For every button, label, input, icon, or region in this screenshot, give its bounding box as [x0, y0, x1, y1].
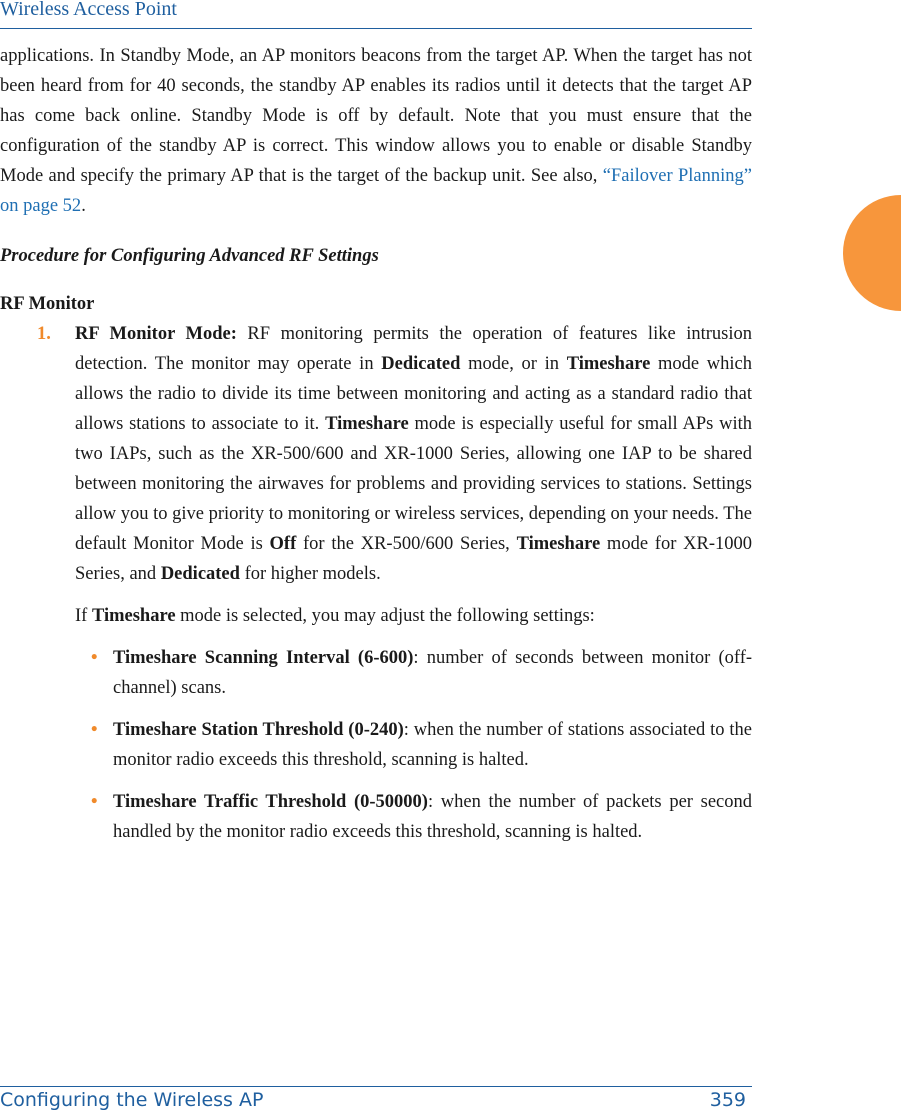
step-term: Timeshare — [566, 354, 651, 374]
footer-rule — [0, 1086, 752, 1087]
header-rule — [0, 28, 752, 29]
footer-section: Configuring the Wireless AP — [0, 1089, 264, 1111]
bullet-label: Timeshare Scanning Interval (6-600) — [113, 648, 414, 668]
failover-planning-link[interactable]: “Failover Planning” on page 52 — [0, 166, 752, 216]
step-term: Timeshare — [325, 414, 409, 434]
intro-text: applications. In Standby Mode, an AP monitors beacons from the target AP. When the target has not been heard from for 40 seconds, the standby AP enables its radios until it detects that the target AP has come back online. Standby Mode is off by default. Note that you must ensure that the configuration of the standby AP is correct. This window allows you to enable or disable Standby Mode and specify the primary AP that is the target of the backup unit. See also, — [0, 46, 752, 186]
step-term: Dedicated — [160, 564, 240, 584]
bullet-text: : when the number of stations associated to the monitor radio exceeds this threshold, scanning is halted. — [113, 720, 753, 770]
bullet-icon: • — [91, 648, 98, 668]
para-term: Timeshare — [91, 606, 176, 626]
para-text: If — [75, 606, 92, 626]
para-text: mode is selected, you may adjust the following settings: — [175, 606, 595, 626]
procedure-title: Procedure for Configuring Advanced RF Settings — [0, 246, 379, 266]
bullet-label: Timeshare Traffic Threshold (0-50000) — [113, 792, 428, 812]
step-text: RF monitoring permits the operation of features like intrusion detection. The monitor may operate in — [75, 324, 752, 374]
intro-end: . — [81, 196, 86, 216]
bullet-icon: • — [91, 720, 98, 740]
header-title: Wireless Access Point — [0, 0, 177, 20]
step-text: mode which allows the radio to divide its time between monitoring and acting as a standard radio that allows stations to associate to it. — [75, 354, 753, 434]
bullet-item — [91, 787, 753, 847]
bullet-text: : number of seconds between monitor (off-channel) scans. — [113, 648, 753, 698]
page-content — [0, 41, 752, 847]
bullet-label: Timeshare Station Threshold (0-240) — [113, 720, 404, 740]
step-text: for the XR-500/600 Series, — [296, 534, 517, 554]
step-text: mode for XR-1000 Series, and — [75, 534, 752, 584]
bullet-item — [91, 643, 753, 703]
footer — [0, 1089, 752, 1111]
step-number: 1. — [37, 324, 51, 344]
intro-paragraph — [0, 41, 752, 221]
bullet-icon: • — [91, 792, 98, 812]
chapter-tab-marker — [843, 195, 901, 311]
step-text: for higher models. — [239, 564, 381, 584]
step-text: mode is especially useful for small APs with two IAPs, such as the XR-500/600 and XR-1000 Series, allowing one IAP to be shared between monitoring the airwaves for problems and providing services to stations. Settings allow you to give priority to monitoring or wireless services, depending on your needs. The default Monitor Mode is — [75, 414, 752, 554]
step-rf-monitor-mode — [37, 319, 753, 589]
step-term: Off — [269, 534, 297, 554]
section-heading: RF Monitor — [0, 294, 95, 314]
step-term: Timeshare — [516, 534, 601, 554]
step-term: Dedicated — [381, 354, 461, 374]
bullet-text: : when the number of packets per second handled by the monitor radio exceeds this threshold, scanning is halted. — [113, 792, 753, 842]
timeshare-paragraph — [75, 601, 752, 631]
step-text: mode, or in — [460, 354, 567, 374]
bullet-item — [91, 715, 753, 775]
step-label: RF Monitor Mode: — [75, 324, 237, 344]
page-number: 359 — [709, 1089, 746, 1111]
